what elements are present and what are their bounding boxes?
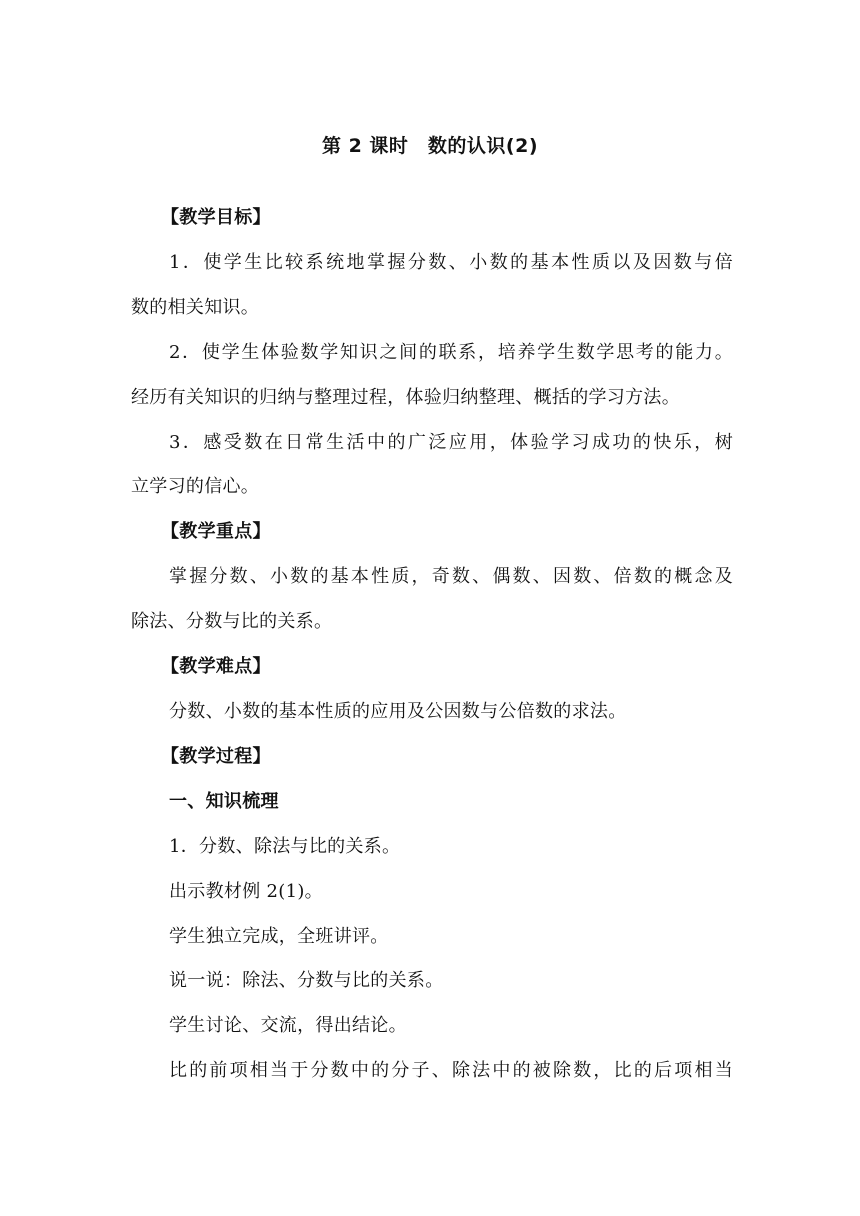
- document-body: [131, 196, 733, 1094]
- section-heading-difficulties: 【教学难点】: [161, 656, 271, 678]
- paragraph-key-points: 掌握分数、小数的基本性质，奇数、偶数、因数、倍数的概念及: [169, 566, 733, 588]
- paragraph-objective-2: 2．使学生体验数学知识之间的联系，培养学生数学思考的能力。: [169, 341, 733, 363]
- paragraph-objective-1-cont: 数的相关知识。: [131, 296, 260, 318]
- paragraph-item-1: 1．分数、除法与比的关系。: [169, 835, 401, 857]
- paragraph-difficulties: 分数、小数的基本性质的应用及公因数与公倍数的求法。: [169, 700, 627, 722]
- paragraph-discuss-prompt: 说一说：除法、分数与比的关系。: [169, 970, 444, 992]
- paragraph-key-points-cont: 除法、分数与比的关系。: [131, 611, 333, 633]
- paragraph-show-example: 出示教材例 2(1)。: [169, 880, 323, 902]
- paragraph-objective-2-cont: 经历有关知识的归纳与整理过程，体验归纳整理、概括的学习方法。: [131, 386, 680, 408]
- subheading-knowledge-review: 一、知识梳理: [169, 790, 279, 812]
- paragraph-objective-3: 3．感受数在日常生活中的广泛应用，体验学习成功的快乐，树: [169, 431, 733, 453]
- paragraph-objective-1: 1．使学生比较系统地掌握分数、小数的基本性质以及因数与倍: [169, 251, 733, 273]
- paragraph-students-discuss: 学生讨论、交流，得出结论。: [169, 1015, 407, 1037]
- lesson-title: 第 2 课时 数的认识(2): [321, 135, 539, 157]
- paragraph-objective-3-cont: 立学习的信心。: [131, 476, 260, 498]
- section-heading-objectives: 【教学目标】: [161, 207, 271, 228]
- paragraph-students-complete: 学生独立完成，全班讲评。: [169, 925, 389, 947]
- paragraph-ratio-relation: 比的前项相当于分数中的分子、除法中的被除数，比的后项相当: [169, 1060, 733, 1082]
- section-heading-key-points: 【教学重点】: [161, 521, 271, 543]
- section-heading-process: 【教学过程】: [161, 745, 271, 767]
